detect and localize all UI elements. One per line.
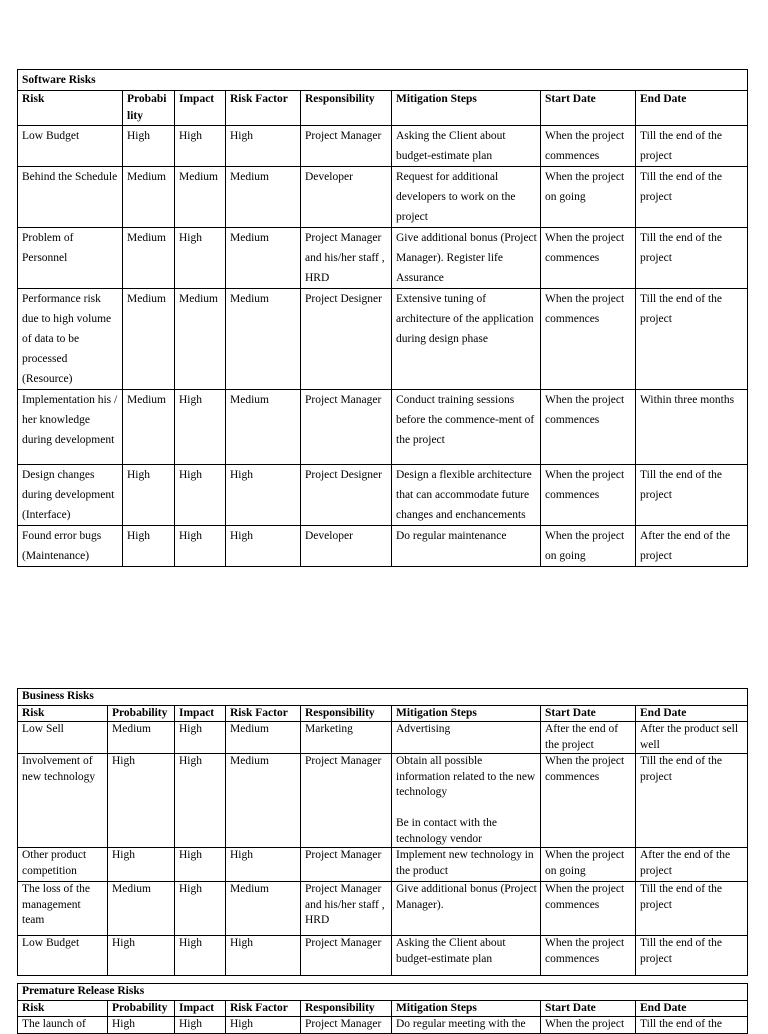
table-cell: Till the end of the project [636, 754, 748, 848]
table-cell: Asking the Client about budget-estimate plan [392, 936, 541, 976]
table-cell: Performance risk due to high volume of data to be processed (Resource) [18, 289, 123, 390]
table-header-row [18, 91, 748, 126]
table-cell: Give additional bonus (Project Manager). Register life Assurance [392, 228, 541, 289]
table-cell: Medium [226, 390, 301, 465]
table-cell: Design a flexible architecture that can accommodate future changes and enchancements [392, 465, 541, 526]
table-cell: Implement new technology in the product [392, 848, 541, 882]
table-title: Software Risks [18, 70, 748, 91]
table-cell: High [226, 126, 301, 167]
table-cell: Till the end of the project [636, 289, 748, 390]
table-cell: When the project commences [541, 390, 636, 465]
table-cell: Medium [123, 228, 175, 289]
table-cell: Project Manager [301, 1017, 392, 1034]
table-cell: Do regular meeting with the [392, 1017, 541, 1034]
table-cell: When the project commences [541, 465, 636, 526]
table-cell: Medium [226, 754, 301, 848]
table-cell: Medium [226, 167, 301, 228]
table-cell: High [175, 465, 226, 526]
table-row [18, 390, 748, 465]
table-cell: Till the end of the project [636, 228, 748, 289]
table-cell: The launch of [18, 1017, 108, 1034]
table-cell: Within three months [636, 390, 748, 465]
table-cell: Medium [123, 289, 175, 390]
table-cell: High [108, 754, 175, 848]
table-cell: High [226, 848, 301, 882]
table-cell: Project Designer [301, 465, 392, 526]
table-cell: Medium [108, 882, 175, 936]
column-header: End Date [636, 1000, 748, 1017]
table-cell: High [175, 882, 226, 936]
table-cell: Low Sell [18, 722, 108, 754]
table-cell: Medium [123, 390, 175, 465]
column-header: End Date [636, 91, 748, 126]
column-header: Start Date [541, 705, 636, 722]
column-header: Risk Factor [226, 705, 301, 722]
table-cell: Developer [301, 167, 392, 228]
table-cell: The loss of the management team [18, 882, 108, 936]
table-cell: Medium [226, 228, 301, 289]
table-cell: Developer [301, 526, 392, 567]
table-cell: High [175, 1017, 226, 1034]
table-cell: Till the end of the project [636, 167, 748, 228]
table-cell: Obtain all possible information related to the new technology Be in contact with the technology vendor [392, 754, 541, 848]
table-cell: Low Budget [18, 936, 108, 976]
table-cell: Give additional bonus (Project Manager). [392, 882, 541, 936]
table-cell: Found error bugs (Maintenance) [18, 526, 123, 567]
table-cell: When the project commences [541, 289, 636, 390]
table-title-row [18, 984, 748, 1001]
table-cell: Problem of Personnel [18, 228, 123, 289]
table-cell: High [175, 722, 226, 754]
table-cell: When the project commences [541, 936, 636, 976]
table-cell: Design changes during development (Interface) [18, 465, 123, 526]
table-cell: When the project on going [541, 526, 636, 567]
table-cell: Medium [226, 722, 301, 754]
table-cell: After the end of the project [541, 722, 636, 754]
table-cell: Till the end of the [636, 1017, 748, 1034]
column-header: Risk Factor [226, 91, 301, 126]
table-cell: Implementation his / her knowledge during development [18, 390, 123, 465]
table-cell: When the project commences [541, 126, 636, 167]
column-header: Start Date [541, 1000, 636, 1017]
software-risks-table [17, 69, 748, 567]
table-cell: After the end of the project [636, 848, 748, 882]
table-row [18, 882, 748, 936]
table-cell: High [123, 126, 175, 167]
table-cell: High [226, 1017, 301, 1034]
column-header: Responsibility [301, 705, 392, 722]
table-cell: High [226, 465, 301, 526]
table-cell: Project Manager [301, 390, 392, 465]
table-row [18, 1017, 748, 1034]
table-cell: Medium [108, 722, 175, 754]
table-row [18, 722, 748, 754]
table-row [18, 167, 748, 228]
table-cell: High [175, 848, 226, 882]
column-header: Impact [175, 1000, 226, 1017]
table-cell: Project Manager [301, 848, 392, 882]
table-cell: Medium [123, 167, 175, 228]
table-row [18, 126, 748, 167]
table-cell: After the end of the project [636, 526, 748, 567]
column-header: Impact [175, 91, 226, 126]
table-cell: High [226, 936, 301, 976]
table-cell: When the project commences [541, 228, 636, 289]
column-header: Probability [108, 1000, 175, 1017]
column-header: Probability [108, 705, 175, 722]
table-cell: When the project commences [541, 754, 636, 848]
table-cell: Project Manager and his/her staff , HRD [301, 228, 392, 289]
table-cell: Till the end of the project [636, 465, 748, 526]
column-header: Risk [18, 705, 108, 722]
table-cell: High [175, 390, 226, 465]
table-header-row [18, 1000, 748, 1017]
table-cell: Other product competition [18, 848, 108, 882]
table-cell: Low Budget [18, 126, 123, 167]
table-cell: High [175, 936, 226, 976]
table-cell: Advertising [392, 722, 541, 754]
table-cell: Till the end of the project [636, 126, 748, 167]
table-cell: High [175, 526, 226, 567]
table-title: Business Risks [18, 689, 748, 706]
business-risks-table [17, 688, 748, 976]
table-cell: High [175, 228, 226, 289]
table-cell: When the project on going [541, 848, 636, 882]
table-cell: High [226, 526, 301, 567]
table-cell: Conduct training sessions before the commence-ment of the project [392, 390, 541, 465]
table-cell: After the product sell well [636, 722, 748, 754]
table-row [18, 936, 748, 976]
table-cell: Medium [226, 289, 301, 390]
table-cell: Project Manager [301, 754, 392, 848]
table-cell: Project Designer [301, 289, 392, 390]
table-title: Premature Release Risks [18, 984, 748, 1001]
column-header: Mitigation Steps [392, 91, 541, 126]
table-row [18, 848, 748, 882]
table-cell: Medium [226, 882, 301, 936]
column-header: Mitigation Steps [392, 705, 541, 722]
table-cell: Till the end of the project [636, 936, 748, 976]
table-title-row [18, 689, 748, 706]
premature-release-risks-table [17, 983, 748, 1034]
table-cell: Project Manager and his/her staff , HRD [301, 882, 392, 936]
column-header: Risk [18, 1000, 108, 1017]
table-cell: Project Manager [301, 126, 392, 167]
column-header: Risk [18, 91, 123, 126]
table-cell: High [108, 848, 175, 882]
table-cell: When the project [541, 1017, 636, 1034]
table-title-row [18, 70, 748, 91]
table-row [18, 465, 748, 526]
table-header-row [18, 705, 748, 722]
table-cell: Project Manager [301, 936, 392, 976]
column-header: Probabi lity [123, 91, 175, 126]
table-cell: Do regular maintenance [392, 526, 541, 567]
table-row [18, 289, 748, 390]
column-header: Risk Factor [226, 1000, 301, 1017]
table-cell: Behind the Schedule [18, 167, 123, 228]
table-cell: Medium [175, 289, 226, 390]
table-cell: High [123, 526, 175, 567]
column-header: Mitigation Steps [392, 1000, 541, 1017]
table-cell: Marketing [301, 722, 392, 754]
table-cell: High [108, 1017, 175, 1034]
column-header: Impact [175, 705, 226, 722]
column-header: Responsibility [301, 91, 392, 126]
table-cell: When the project on going [541, 167, 636, 228]
table-row [18, 526, 748, 567]
table-cell: Medium [175, 167, 226, 228]
table-cell: High [175, 126, 226, 167]
table-cell: High [175, 754, 226, 848]
table-cell: Involvement of new technology [18, 754, 108, 848]
table-cell: Asking the Client about budget-estimate plan [392, 126, 541, 167]
table-cell: Till the end of the project [636, 882, 748, 936]
table-row [18, 228, 748, 289]
table-row [18, 754, 748, 848]
column-header: End Date [636, 705, 748, 722]
column-header: Start Date [541, 91, 636, 126]
table-cell: Request for additional developers to work on the project [392, 167, 541, 228]
table-cell: High [108, 936, 175, 976]
table-cell: High [123, 465, 175, 526]
table-cell: Extensive tuning of architecture of the application during design phase [392, 289, 541, 390]
table-cell: When the project commences [541, 882, 636, 936]
column-header: Responsibility [301, 1000, 392, 1017]
